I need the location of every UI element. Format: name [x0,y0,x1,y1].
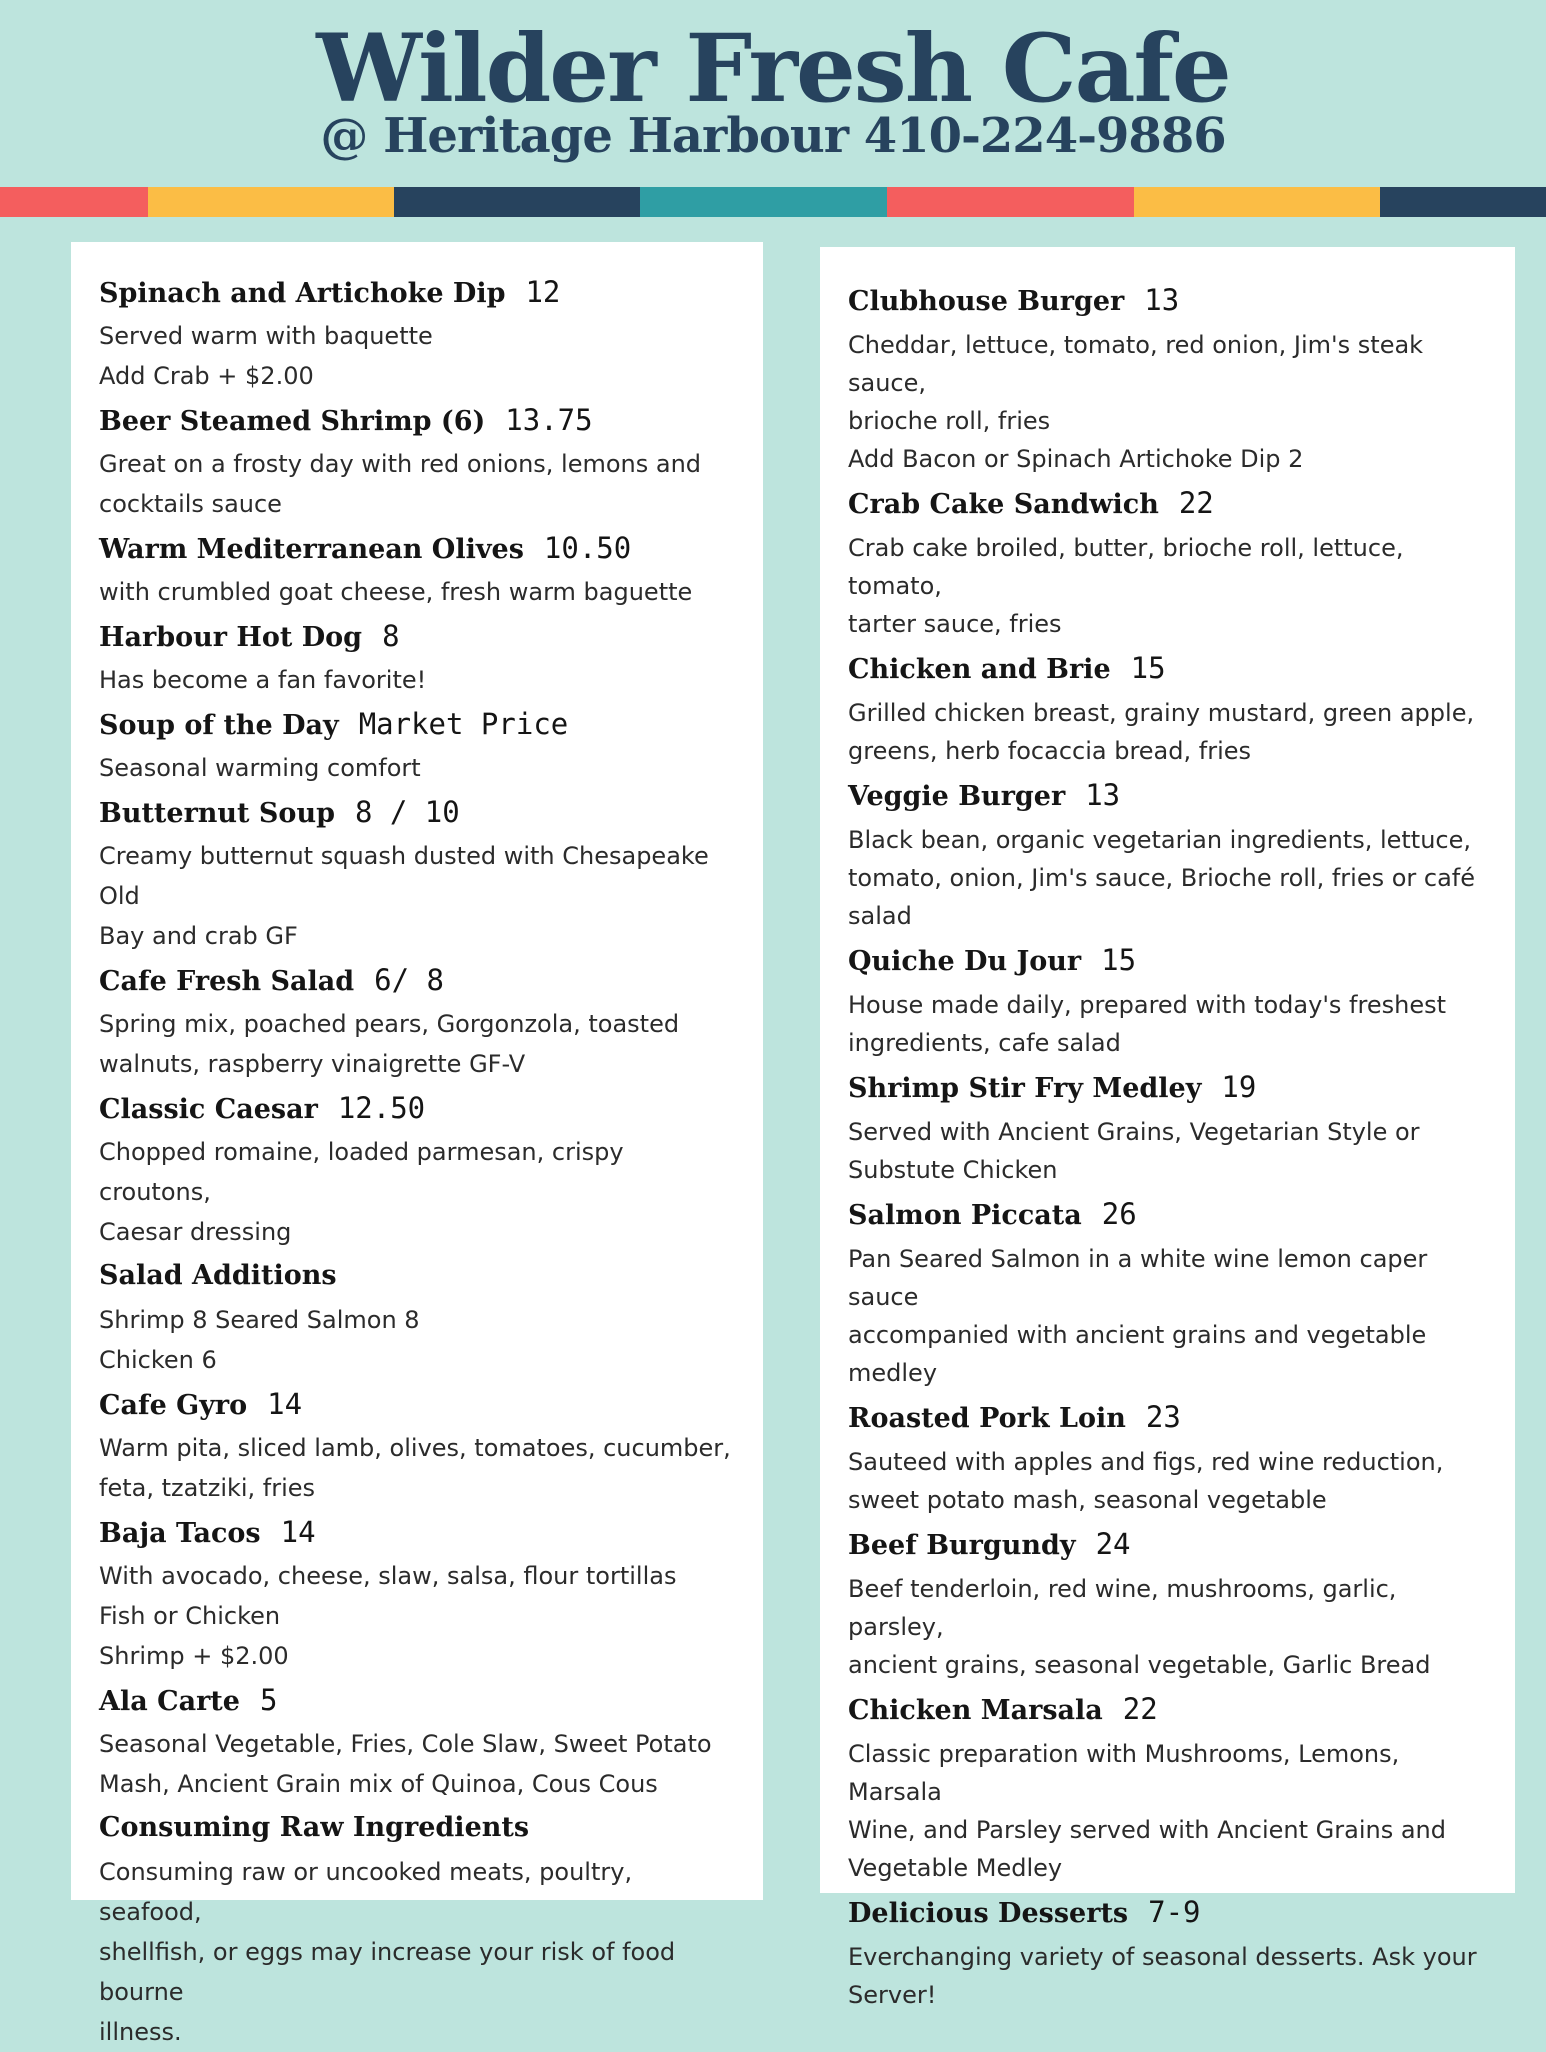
menu-item-price: 24 [1095,1527,1131,1561]
menu-item [99,396,736,524]
menu-item-name: Quiche Du Jour [848,946,1082,977]
menu-header [0,0,1546,186]
menu-item-name: Salad Additions [99,1260,337,1291]
menu-item-description: Sauteed with apples and figs, red wine reduction, [848,1448,1444,1476]
menu-item-header [99,612,736,660]
menu-item [848,1684,1495,1887]
menu-item-description: Add Bacon or Spinach Artichoke Dip 2 [848,445,1304,473]
menu-item-description: Pan Seared Salmon in a white wine lemon caper sauce [848,1245,1428,1311]
left-menu-card [71,242,763,2046]
menu-item-description: Consuming raw or uncooked meats, poultry, seafood, [99,1858,633,1926]
menu-item-description: greens, herb focaccia bread, fries [848,737,1252,765]
stripe-segment [640,187,887,217]
menu-item-price: 12 [525,275,561,309]
menu-item-header [848,275,1495,326]
menu-item-name: Crab Cake Sandwich [848,489,1159,520]
menu-item-name: Baja Tacos [99,1518,261,1549]
menu-item [848,1189,1495,1392]
menu-item-name: Spinach and Artichoke Dip [99,278,506,309]
menu-item-description: Grilled chicken breast, grainy mustard, green apple, [848,699,1475,727]
menu-item-name: Beef Burgundy [848,1530,1076,1561]
menu-item-description: With avocado, cheese, slaw, salsa, flour tortillas [99,1562,677,1590]
menu-item-description: Bay and crab GF [99,922,298,950]
menu-item-header [99,524,736,572]
menu-item-description: Classic preparation with Mushrooms, Lemons, Marsala [848,1740,1400,1806]
menu-item-name: Shrimp Stir Fry Medley [848,1073,1202,1104]
stripe-segment [887,187,1134,217]
menu-item-price: 19 [1221,1070,1257,1104]
menu-item-header [99,1084,736,1132]
page-title: Wilder Fresh Cafe [316,14,1230,124]
menu-item-price: 15 [1101,943,1137,977]
menu-item-description: ingredients, cafe salad [848,1029,1121,1057]
menu-item-name: Butternut Soup [99,798,335,829]
menu-item-price: 7-9 [1148,1895,1201,1929]
menu-item-header [99,268,736,316]
menu-item [99,1676,736,1804]
menu-item-price: 22 [1178,486,1214,520]
menu-item [848,935,1495,1062]
menu-item [848,770,1495,935]
menu-item-description: Everchanging variety of seasonal desserts. Ask your [848,1943,1477,1971]
menu-item-description: cocktails sauce [99,490,282,518]
location-phone-subtitle: @ Heritage Harbour 410-224-9886 [320,108,1226,164]
menu-item-description: Served warm with baquette [99,322,433,350]
menu-item-name: Beer Steamed Shrimp (6) [99,406,486,437]
menu-item-description: Seasonal Vegetable, Fries, Cole Slaw, Sweet Potato [99,1730,712,1758]
menu-item [99,524,736,612]
menu-item-description: Mash, Ancient Grain mix of Quinoa, Cous Cous [99,1770,658,1798]
menu-item-name: Salmon Piccata [848,1200,1082,1231]
menu-item-description: Crab cake broiled, butter, brioche roll, lettuce, tomato, [848,534,1404,600]
menu-item-name: Cafe Gyro [99,1390,248,1421]
menu-item [99,956,736,1084]
menu-item-header [99,788,736,836]
menu-item-description: Server! [848,1981,937,2009]
menu-item-description: Cheddar, lettuce, tomato, red onion, Jim's steak sauce, [848,331,1424,397]
menu-item [848,1062,1495,1189]
menu-item-description: Great on a frosty day with red onions, lemons and [99,450,702,478]
menu-item-description: illness. [99,2018,182,2046]
stripe-segment [0,187,148,217]
menu-item-description: Creamy butternut squash dusted with Chesapeake Old [99,842,709,910]
menu-item-header [99,1676,736,1724]
menu-item-description: Shrimp 8 Seared Salmon 8 [99,1306,420,1334]
menu-item-header [848,1519,1495,1570]
menu-item-name: Consuming Raw Ingredients [99,1812,530,1843]
menu-item-name: Clubhouse Burger [848,286,1125,317]
menu-item-description: Served with Ancient Grains, Vegetarian Style or [848,1118,1420,1146]
menu-item [99,1804,736,2052]
menu-item-price: Market Price [358,707,569,741]
menu-item-description: Add Crab + $2.00 [99,362,314,390]
menu-item-name: Cafe Fresh Salad [99,966,355,997]
menu-item [99,612,736,700]
menu-item-header [848,1887,1495,1938]
menu-item-name: Veggie Burger [848,781,1066,812]
menu-item-description: Beef tenderloin, red wine, mushrooms, garlic, parsley, [848,1575,1397,1641]
menu-item [99,268,736,396]
menu-item-name: Chicken Marsala [848,1695,1103,1726]
stripe-segment [148,187,394,217]
menu-item-price: 13.75 [505,403,593,437]
stripe-segment [394,187,640,217]
menu-item-header [99,1380,736,1428]
menu-item-price: 10.50 [543,531,632,565]
menu-item-header [99,1252,736,1300]
menu-item-description: House made daily, prepared with today's freshest [848,991,1447,1019]
menu-item-header [99,396,736,444]
menu-item-description: tarter sauce, fries [848,610,1062,638]
menu-item-description: Substute Chicken [848,1156,1058,1184]
menu-item-header [848,1189,1495,1240]
menu-item-name: Soup of the Day [99,710,339,741]
menu-item-description: Chopped romaine, loaded parmesan, crispy croutons, [99,1138,624,1206]
menu-item-price: 14 [280,1515,316,1549]
menu-item-name: Delicious Desserts [848,1898,1129,1929]
menu-item [848,1519,1495,1684]
menu-item-price: 8 / 10 [354,795,460,829]
right-menu-card [820,247,1515,2009]
menu-item-header [848,1392,1495,1443]
menu-item-price: 23 [1145,1400,1181,1434]
menu-item [99,1252,736,1380]
menu-item-price: 26 [1101,1197,1137,1231]
menu-item-name: Harbour Hot Dog [99,622,363,653]
menu-item-description: Wine, and Parsley served with Ancient Grains and [848,1816,1446,1844]
menu-item [99,1508,736,1676]
menu-item-name: Chicken and Brie [848,654,1111,685]
menu-item-price: 15 [1130,651,1166,685]
menu-item [848,1392,1495,1519]
menu-item-price: 8 [382,619,400,653]
menu-item-description: ancient grains, seasonal vegetable, Garlic Bread [848,1651,1431,1679]
stripe-segment [1380,187,1546,217]
menu-item-description: Has become a fan favorite! [99,666,427,694]
menu-item-description: accompanied with ancient grains and vegetable [848,1321,1427,1349]
menu-item-name: Ala Carte [99,1686,240,1717]
menu-item-description: salad [848,902,912,930]
menu-item-description: Seasonal warming comfort [99,754,421,782]
menu-item-price: 5 [259,1683,278,1717]
menu-item-header [848,1062,1495,1113]
menu-item [99,788,736,956]
menu-item-description: Vegetable Medley [848,1854,1063,1882]
color-stripe-divider [0,187,1546,217]
menu-item-description: with crumbled goat cheese, fresh warm baguette [99,578,693,606]
menu-item-header [99,1508,736,1556]
menu-item-description: Shrimp + $2.00 [99,1642,289,1670]
menu-item-description: walnuts, raspberry vinaigrette GF-V [99,1050,526,1078]
menu-item-header [848,1684,1495,1735]
menu-item-description: Spring mix, poached pears, Gorgonzola, toasted [99,1010,680,1038]
menu-item-description: feta, tzatziki, fries [99,1474,316,1502]
menu-item-description: Warm pita, sliced lamb, olives, tomatoes, cucumber, [99,1434,731,1462]
menu-item [848,643,1495,770]
menu-item-description: sweet potato mash, seasonal vegetable [848,1486,1327,1514]
menu-item-price: 6/ 8 [374,963,444,997]
menu-item-description: Caesar dressing [99,1218,292,1246]
menu-item-description: brioche roll, fries [848,407,1051,435]
menu-item [848,478,1495,643]
menu-item-description: shellfish, or eggs may increase your risk of food bourne [99,1938,676,2006]
menu-item-price: 12.50 [337,1091,426,1125]
menu-item-name: Roasted Pork Loin [848,1403,1126,1434]
menu-item-description: medley [848,1359,938,1387]
menu-item-description: tomato, onion, Jim's sauce, Brioche roll, fries or café [848,864,1476,892]
menu-item-header [99,956,736,1004]
menu-item [848,275,1495,478]
menu-item-name: Classic Caesar [99,1094,318,1125]
menu-item-header [848,643,1495,694]
menu-item-header [848,935,1495,986]
menu-item [99,700,736,788]
menu-item-header [99,700,736,748]
stripe-segment [1134,187,1380,217]
menu-item [99,1380,736,1508]
menu-item-description: Chicken 6 [99,1346,217,1374]
menu-item-header [848,478,1495,529]
menu-item-price: 13 [1144,283,1180,317]
menu-item-name: Warm Mediterranean Olives [99,534,524,565]
menu-item-description: Fish or Chicken [99,1602,281,1630]
menu-item-header [99,1804,736,1852]
menu-item-description: Black bean, organic vegetarian ingredients, lettuce, [848,826,1472,854]
menu-item-price: 13 [1085,778,1121,812]
menu-item [848,1887,1495,2014]
menu-item [99,1084,736,1252]
menu-item-price: 22 [1122,1692,1158,1726]
menu-item-price: 14 [267,1387,303,1421]
menu-item-header [848,770,1495,821]
